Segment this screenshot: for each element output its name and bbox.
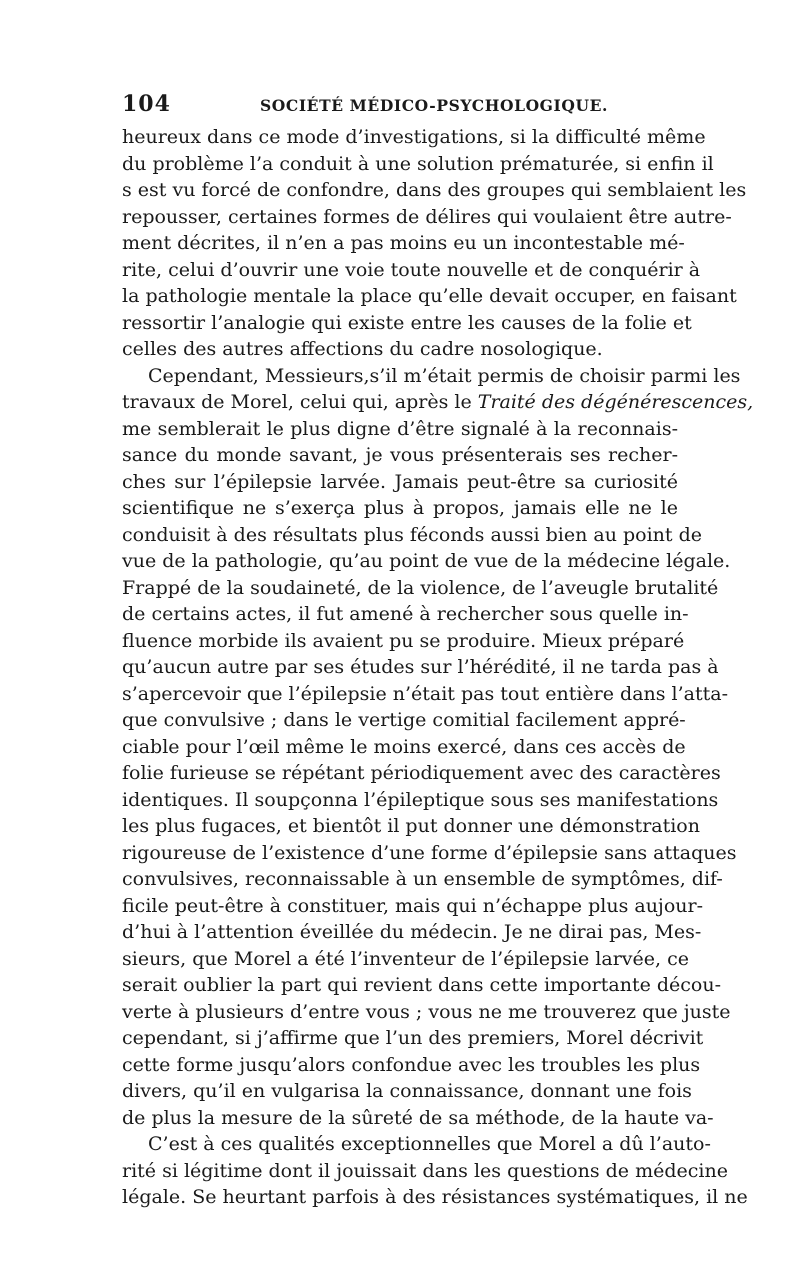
text-line: la pathologie mentale la place qu’elle devait occuper, en faisant [122, 285, 737, 307]
text-segment: travaux de Morel, celui qui, après le [122, 391, 478, 413]
text-line: Frappé de la soudaineté, de la violence, de l’aveugle brutalité [122, 576, 719, 599]
text-line: de certains actes, il fut amené à rechercher sous quelle in- [122, 603, 689, 625]
page-number: 104 [122, 91, 171, 117]
text-line: rigoureuse de l’existence d’une forme d’épilepsie sans attaques [122, 841, 737, 864]
text-line: ressortir l’analogie qui existe entre les causes de la folie et [122, 311, 692, 334]
text-line: légale. Se heurtant parfois à des résistances systématiques, il ne [122, 1186, 748, 1208]
text-line: verte à plusieurs d’entre vous ; vous ne me trouverez que juste [122, 1000, 731, 1023]
text-line: divers, qu’il en vulgarisa la connaissance, donnant une fois [122, 1080, 692, 1102]
text-line: heureux dans ce mode d’investigations, si la difficulté même [122, 126, 706, 148]
body-text [122, 124, 754, 1211]
text-line: de plus la mesure de la sûreté de sa méthode, de la haute va- [122, 1106, 714, 1129]
text-line: qu’aucun autre par ses études sur l’hérédité, il ne tarda pas à [122, 656, 719, 678]
text-line: scientifique ne s’exerça plus à propos, jamais elle ne le [122, 497, 678, 519]
text-line: identiques. Il soupçonna l’épileptique sous ses manifestations [122, 788, 719, 811]
text-line [122, 389, 754, 416]
text-line: que convulsive ; dans le vertige comitial facilement appré- [122, 709, 686, 731]
text-line: repousser, certaines formes de délires qui voulaient être autre- [122, 205, 732, 228]
text-line: rité si légitime dont il jouissait dans les questions de médecine [122, 1159, 728, 1182]
text-line: rite, celui d’ouvrir une voie toute nouvelle et de conquérir à [122, 258, 701, 281]
text-line: fluence morbide ils avaient pu se produire. Mieux préparé [122, 629, 685, 652]
text-line: C’est à ces qualités exceptionnelles que Morel a dû l’auto- [148, 1133, 711, 1155]
text-line: cependant, si j’affirme que l’un des premiers, Morel décrivit [122, 1027, 704, 1049]
text-line: cette forme jusqu’alors confondue avec les troubles les plus [122, 1053, 701, 1076]
text-line: celles des autres affections du cadre nosologique. [122, 338, 603, 360]
text-line: du problème l’a conduit à une solution prématurée, si enfin il [122, 152, 714, 175]
text-line: Cependant, Messieurs,s’il m’était permis de choisir parmi les [148, 364, 741, 387]
text-line: conduisit à des résultats plus féconds aussi bien au point de [122, 523, 702, 546]
page-header [122, 91, 678, 121]
running-head: SOCIÉTÉ MÉDICO-PSYCHOLOGIQUE. [260, 96, 608, 115]
text-line: ment décrites, il n’en a pas moins eu un incontestable mé- [122, 232, 685, 254]
text-line: sance du monde savant, je vous présenterais ses recher- [122, 444, 678, 466]
text-line: me semblerait le plus digne d’être signalé à la reconnais- [122, 417, 678, 440]
text-line: s est vu forcé de confondre, dans des groupes qui semblaient les [122, 179, 747, 201]
text-line: convulsives, reconnaissable à un ensemble de symptômes, dif- [122, 868, 723, 890]
text-line: folie furieuse se répétant périodiquement avec des caractères [122, 762, 721, 784]
book-title: Traité des dégénérescences, [477, 391, 754, 413]
text-line: ficile peut-être à constituer, mais qui n’échappe plus aujour- [122, 894, 703, 917]
text-line: ches sur l’épilepsie larvée. Jamais peut-être sa curiosité [122, 470, 678, 493]
text-line: vue de la pathologie, qu’au point de vue de la médecine légale. [122, 550, 731, 572]
text-line: s’apercevoir que l’épilepsie n’était pas tout entière dans l’atta- [122, 682, 729, 705]
text-line: sieurs, que Morel a été l’inventeur de l’épilepsie larvée, ce [122, 947, 689, 970]
text-line: serait oublier la part qui revient dans cette importante décou- [122, 974, 722, 996]
text-line: ciable pour l’œil même le moins exercé, dans ces accès de [122, 735, 686, 758]
text-line: les plus fugaces, et bientôt il put donner une démonstration [122, 815, 700, 837]
text-line: d’hui à l’attention éveillée du médecin. Je ne dirai pas, Mes- [122, 921, 702, 943]
